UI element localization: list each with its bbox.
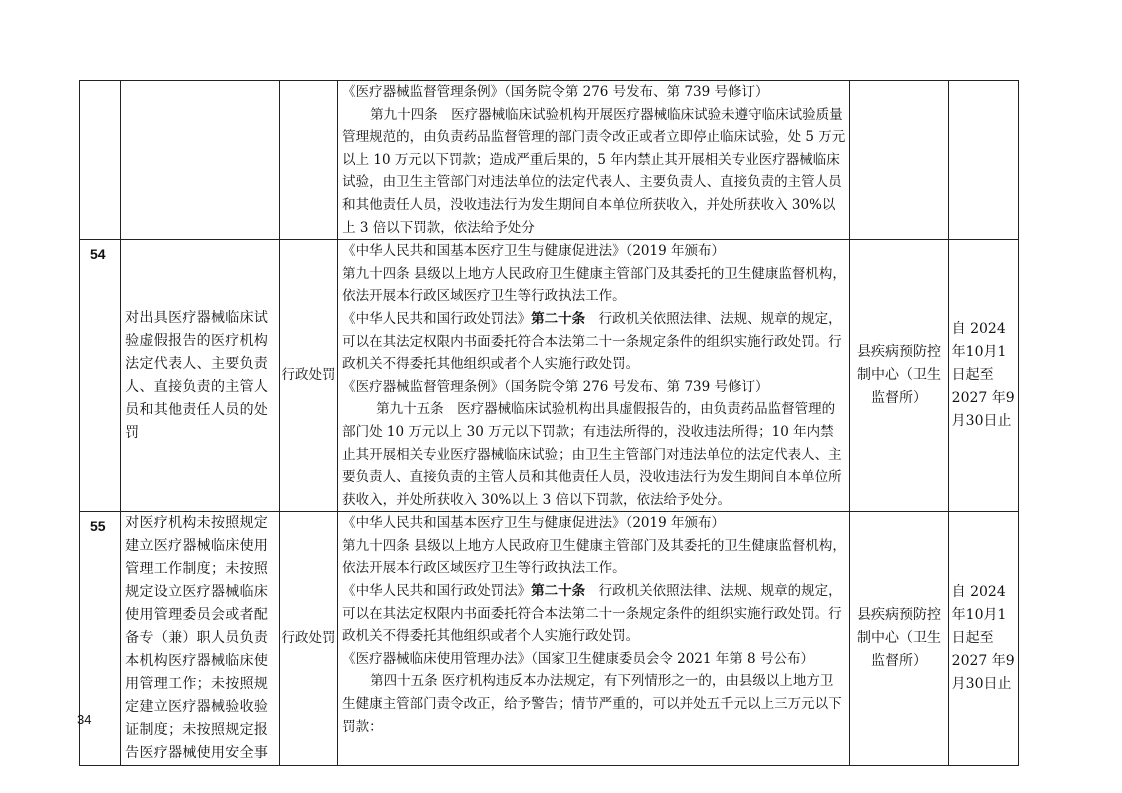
penalty-type: 行政处罚 — [281, 630, 336, 647]
row-number-cell: 55 — [80, 512, 121, 766]
basis-cell — [338, 512, 850, 766]
basis-paragraph: 《中华人民共和国基本医疗卫生与健康促进法》（2019 年颁布） — [342, 515, 725, 532]
basis-paragraph: 《医疗器械临床使用管理办法》（国家卫生健康委员会令 2021 年第 8 号公布） — [342, 650, 814, 667]
row-number-cell: 54 — [80, 240, 121, 512]
basis-cell — [338, 240, 850, 512]
validity-period: 自 2024 年10月1日起至 2027 年9月30日止 — [951, 584, 1015, 693]
department-cell — [850, 240, 948, 512]
item-description: 对出具医疗器械临床试验虚假报告的医疗机构法定代表人、主要负责人、直接负责的主管人员和其他责任人员的处罚 — [125, 309, 269, 441]
article-body: 行政机关依照法律、法规、规章的规定，可以在其法定权限内书面委托符合本法第二十一条规定条件的组织实施行政处罚。行政机关不得委托其他组织或者个人实施行政处罚。 — [342, 583, 842, 645]
law-title: 《中华人民共和国行政处罚法》 — [342, 310, 532, 327]
article-body: 行政机关依照法律、法规、规章的规定，可以在其法定权限内书面委托符合本法第二十一条规定条件的组织实施行政处罚。行政机关不得委托其他组织或者个人实施行政处罚。 — [342, 310, 842, 373]
basis-paragraph: 《医疗器械监督管理条例》（国务院令第 276 号发布、第 739 号修订） — [342, 378, 769, 395]
period-cell — [948, 512, 1018, 766]
table-row — [80, 512, 1019, 766]
basis-paragraph: 第九十四条 县级以上地方人民政府卫生健康主管部门及其委托的卫生健康监督机构，依法开展本行政区域医疗卫生等行政执法工作。 — [342, 265, 846, 305]
basis-paragraph — [342, 580, 846, 648]
row-number-cell — [80, 81, 121, 240]
item-description: 对医疗机构未按照规定建立医疗器械临床使用管理工作制度；未按照规定设立医疗器械临床使用管理委员会或者配备专（兼）职人员负责本机构医疗器械临床使用管理工作；未按照规定建立医疗器械验收验证制度；未按照规定报告医疗器械使用安全事 — [125, 515, 269, 762]
basis-paragraph: 《医疗器械监督管理条例》（国务院令第 276 号发布、第 739 号修订） — [342, 84, 769, 100]
item-cell — [121, 240, 280, 512]
basis-paragraph: 第九十五条 医疗器械临床试验机构出具虚假报告的，由负责药品监督管理的部门处 10 万元以上 30 万元以下罚款；有违法所得的，没收违法所得；10 年内禁止其开展相关专业医疗器械临床试验；由卫生主管部门对违法单位的法定代表人、主要负责人、直接负责的主管人员和其他责任人员，没收违法行为发生期间自本单位所获收入，并处所获收入 30%以上 3 倍以下罚款，依法给予处分。 — [342, 401, 842, 508]
basis-cell — [338, 81, 850, 240]
period-cell — [948, 240, 1018, 512]
table-row — [80, 81, 1019, 240]
type-cell — [279, 512, 337, 766]
department-name: 县疾病预防控制中心（卫生监督所） — [856, 344, 941, 407]
basis-paragraph: 第九十四条 县级以上地方人民政府卫生健康主管部门及其委托的卫生健康监督机构，依法开展本行政区域医疗卫生等行政执法工作。 — [342, 537, 846, 577]
item-cell — [121, 512, 280, 766]
basis-paragraph: 《中华人民共和国基本医疗卫生与健康促进法》（2019 年颁布） — [342, 243, 725, 260]
article-heading: 第二十条 — [531, 583, 586, 600]
type-cell — [279, 240, 337, 512]
basis-paragraph — [342, 308, 846, 376]
page-number: 34 — [77, 712, 92, 727]
law-title: 《中华人民共和国行政处罚法》 — [342, 583, 532, 600]
basis-paragraph: 第九十四条 医疗器械临床试验机构开展医疗器械临床试验未遵守临床试验质量管理规范的，由负责药品监督管理的部门责令改正或者立即停止临床试验，处 5 万元以上 10 万元以下罚款；造成严重后果的，5 年内禁止其开展相关专业医疗器械临床试验，由卫生主管部门对违法单位的法定代表人、主要负责人、直接负责的主管人员和其他责任人员，没收违法行为发生期间自本单位所获收入，并处所获收入 30%以上 3 倍以下罚款，依法给予处分 — [342, 106, 846, 236]
item-cell — [121, 81, 280, 240]
department-name: 县疾病预防控制中心（卫生监督所） — [856, 607, 941, 670]
enforcement-items-table — [79, 80, 1019, 766]
table-row — [80, 240, 1019, 512]
department-cell — [850, 512, 948, 766]
penalty-type: 行政处罚 — [281, 367, 336, 384]
period-cell — [948, 81, 1018, 240]
department-cell — [850, 81, 948, 240]
validity-period: 自 2024 年10月1日起至 2027 年9月30日止 — [951, 321, 1015, 430]
type-cell — [279, 81, 337, 240]
article-heading: 第二十条 — [531, 310, 586, 327]
basis-paragraph: 第四十五条 医疗机构违反本办法规定，有下列情形之一的，由县级以上地方卫生健康主管部门责令改正，给予警告；情节严重的，可以并处五千元以上三万元以下罚款： — [342, 673, 842, 735]
